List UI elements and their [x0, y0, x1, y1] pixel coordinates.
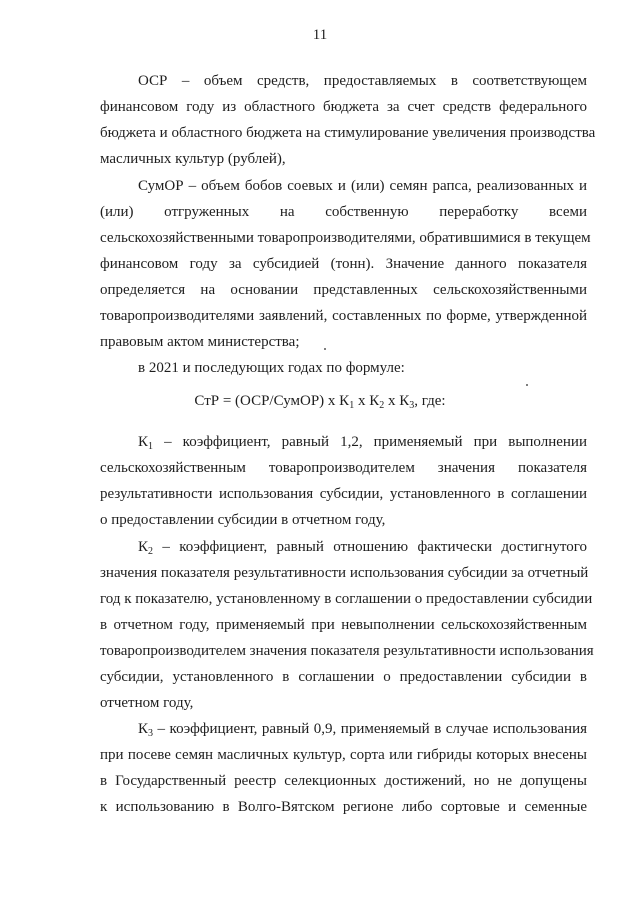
coefficient-subscript: 2 — [148, 546, 154, 557]
page-number: 11 — [312, 27, 328, 43]
paragraph-year: в 2021 и последующих годах по формуле: — [138, 360, 405, 376]
text-line: к использованию в Волго-Вятском регионе либо сортовые и семенные — [100, 799, 587, 815]
coefficient-subscript: 1 — [148, 441, 154, 452]
text-line: ОСР – объем средств, предоставляемых в соответствующем — [138, 73, 587, 89]
formula-times: х — [354, 393, 370, 409]
text-line: товаропроизводителями заявлений, составленных по форме, утвержденной — [100, 308, 587, 324]
formula — [0, 392, 640, 410]
text-line: товаропроизводителем значения показателя результативности использования — [100, 643, 594, 659]
coefficient-text: – коэффициент, равный 0,9, применяемый в случае использования — [153, 721, 587, 737]
text-line: результативности использования субсидии, установленного в соглашении — [100, 486, 587, 502]
text-line: сельскохозяйственным товаропроизводителем значения показателя — [100, 460, 587, 476]
coefficient-first-line — [138, 538, 587, 556]
text-line: значения показателя результативности использования субсидии за отчетный — [100, 565, 589, 581]
coefficient-text: – коэффициент, равный отношению фактически достигнутого — [153, 539, 587, 555]
coefficient-first-line — [138, 720, 587, 738]
text-line: год к показателю, установленному в соглашении о предоставлении субсидии — [100, 591, 593, 607]
formula-lhs: СтР = (ОСР/СумОР) х К — [194, 393, 350, 409]
scan-speck — [324, 348, 326, 350]
coefficient-first-line — [138, 433, 587, 451]
coefficient-symbol: К — [138, 434, 149, 450]
coefficient-subscript: 3 — [148, 728, 154, 739]
text-line: сельскохозяйственными товаропроизводителями, обратившимися в текущем — [100, 230, 591, 246]
text-line: финансовом году за субсидией (тонн). Значение данного показателя — [100, 256, 587, 272]
text-line: в отчетном году, применяемый при невыполнении сельскохозяйственным — [100, 617, 587, 633]
coefficient-symbol: К — [138, 721, 149, 737]
text-line: СумОР – объем бобов соевых и (или) семян рапса, реализованных и — [138, 178, 587, 194]
formula-sub-3: 3 — [409, 400, 415, 411]
text-line: отчетном году, — [100, 695, 194, 711]
formula-k: К — [399, 393, 410, 409]
coefficient-symbol: К — [138, 539, 149, 555]
coefficient-text: – коэффициент, равный 1,2, применяемый при выполнении — [153, 434, 587, 450]
text-line: масличных культур (рублей), — [100, 151, 286, 167]
text-line: бюджета и областного бюджета на стимулирование увеличения производства — [100, 125, 596, 141]
text-line: правовым актом министерства; — [100, 334, 300, 350]
scan-speck — [526, 384, 528, 386]
text-line: (или) отгруженных на собственную переработку всеми — [100, 204, 587, 220]
text-line: о предоставлении субсидии в отчетном году, — [100, 512, 386, 528]
formula-sub-1: 1 — [349, 400, 355, 411]
text-line: в Государственный реестр селекционных достижений, но не допущены — [100, 773, 587, 789]
formula-times: х — [384, 393, 400, 409]
text-line: определяется на основании представленных сельскохозяйственными — [100, 282, 587, 298]
text-line: при посеве семян масличных культур, сорта или гибриды которых внесены — [100, 747, 587, 763]
text-line: субсидии, установленного в соглашении о предоставлении субсидии в — [100, 669, 587, 685]
formula-k: К — [369, 393, 380, 409]
formula-tail: , где: — [414, 393, 446, 409]
formula-sub-2: 2 — [379, 400, 385, 411]
text-line: финансовом году из областного бюджета за счет средств федерального — [100, 99, 587, 115]
